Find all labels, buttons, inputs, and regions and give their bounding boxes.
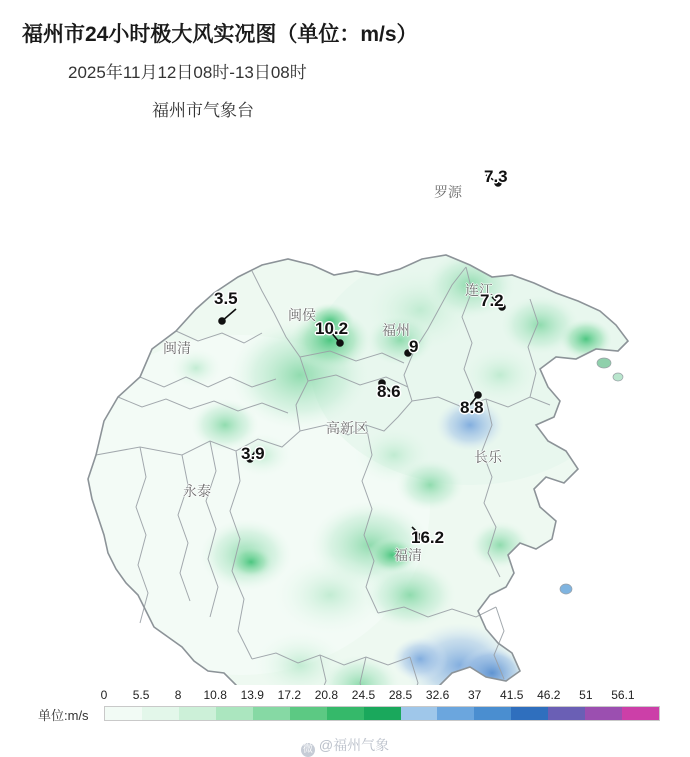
legend-swatch-10	[474, 707, 511, 720]
county-label: 福清	[394, 547, 422, 563]
legend-tick: 37	[467, 688, 482, 702]
legend-swatch-6	[327, 707, 364, 720]
watermark	[0, 735, 690, 757]
legend-tick: 5.5	[132, 688, 150, 702]
county-label: 永泰	[183, 483, 211, 499]
county-label: 福州	[382, 322, 410, 338]
legend-swatch-5	[290, 707, 327, 720]
legend-swatch-13	[585, 707, 622, 720]
legend-swatch-12	[548, 707, 585, 720]
issuer-label: 福州市气象台	[152, 101, 254, 120]
legend-swatch-4	[253, 707, 290, 720]
legend-tick: 8	[174, 688, 182, 702]
legend-swatch-1	[142, 707, 179, 720]
county-label: 罗源	[434, 184, 462, 200]
station-value: 10.2	[315, 319, 349, 338]
legend-tick: 20.8	[314, 688, 339, 702]
station-value: 16.2	[411, 528, 445, 547]
watermark-text: @福州气象	[318, 737, 390, 753]
legend-swatch-0	[105, 707, 142, 720]
station-value: 9	[409, 337, 419, 356]
legend-tick: 41.5	[500, 688, 524, 702]
station-value: 7.2	[480, 291, 504, 310]
legend-tick: 13.9	[240, 688, 264, 702]
legend-tick: 0	[100, 688, 108, 702]
station-value: 8.8	[460, 398, 484, 417]
weibo-icon: 微	[302, 744, 313, 755]
county-label: 闽侯	[288, 307, 316, 323]
station-value: 3.5	[214, 289, 238, 308]
page-subtitle: 2025年11月12日08时-13日08时	[68, 63, 307, 82]
legend-tick: 24.5	[351, 688, 376, 702]
fuzhou-wind-map	[0, 125, 690, 685]
station-value: 3.9	[241, 444, 265, 463]
station-value: 7.3	[484, 167, 508, 186]
legend-swatch-7	[364, 707, 401, 720]
legend	[0, 688, 690, 732]
legend-tick: 51	[579, 688, 593, 702]
legend-swatch-2	[179, 707, 216, 720]
legend-color-bar	[104, 706, 660, 721]
legend-swatch-3	[216, 707, 253, 720]
county-label: 连江	[465, 282, 493, 298]
legend-swatch-11	[511, 707, 548, 720]
map-canvas	[0, 125, 690, 685]
county-label: 高新区	[326, 420, 368, 436]
legend-swatch-14	[622, 707, 659, 720]
legend-swatch-8	[401, 707, 438, 720]
legend-swatch-9	[437, 707, 474, 720]
station-value: 8.6	[377, 382, 401, 401]
legend-tick-labels	[100, 688, 660, 705]
page-title: 福州市24小时极大风实况图（单位：m/s）	[22, 23, 418, 46]
county-label: 闽清	[163, 340, 191, 356]
legend-tick: 17.2	[277, 688, 302, 702]
legend-tick: 46.2	[537, 688, 561, 702]
legend-tick: 56.1	[611, 688, 635, 702]
legend-tick: 10.8	[203, 688, 227, 702]
county-label: 长乐	[474, 449, 502, 465]
legend-tick: 28.5	[388, 688, 413, 702]
legend-tick: 32.6	[425, 688, 450, 702]
legend-unit-label: 单位:m/s	[38, 708, 89, 723]
